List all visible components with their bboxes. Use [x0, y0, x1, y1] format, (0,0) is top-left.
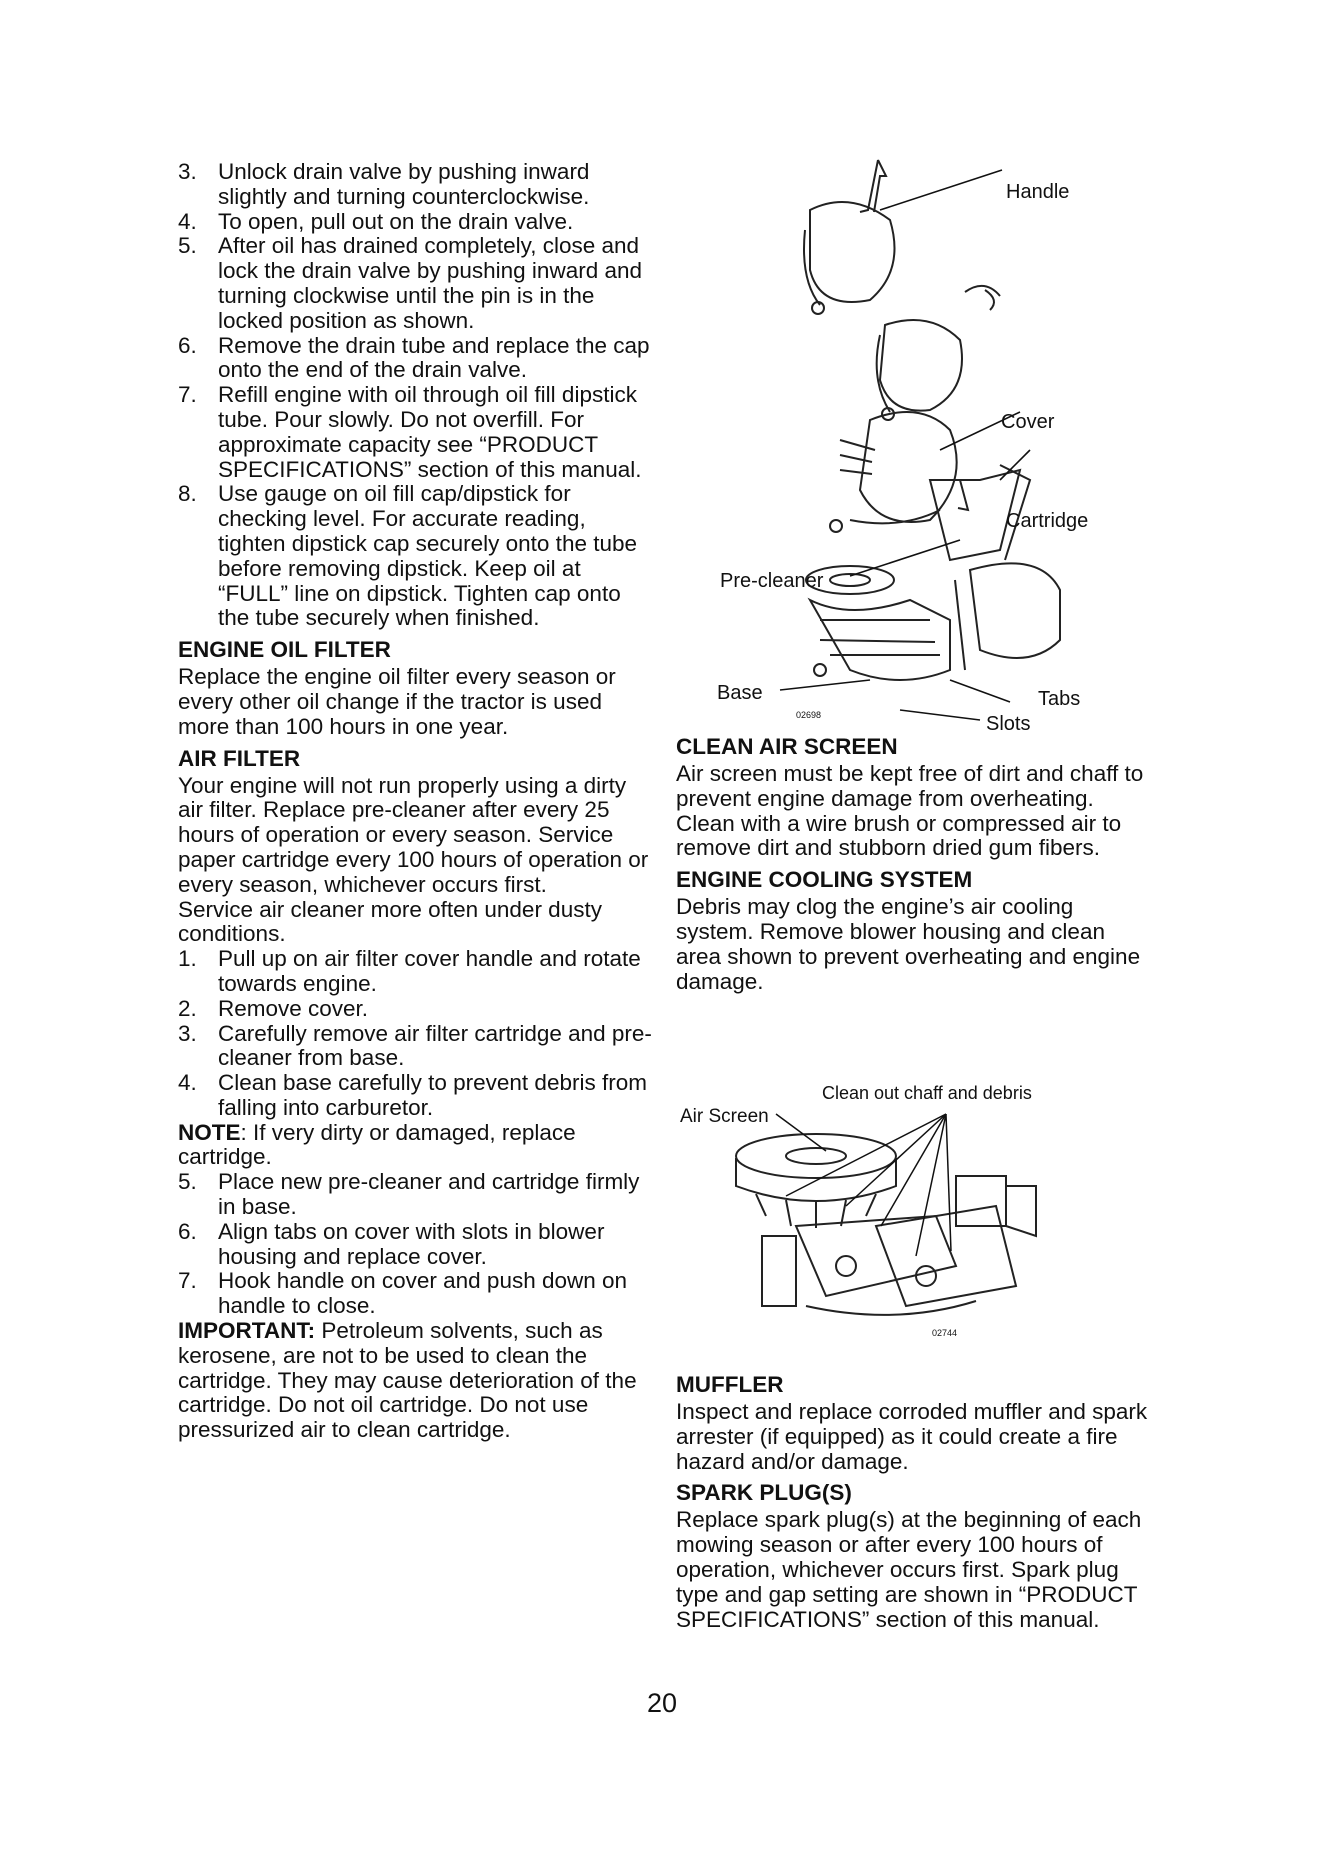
list-item: 5. After oil has drained completely, close and lock the drain valve by pushing inward and turning clockwise until the pin is in the locked position as shown. [178, 233, 643, 333]
base-label: Base [717, 682, 763, 704]
chaff-label: Clean out chaff and debris [822, 1083, 1032, 1103]
cartridge-drawing [830, 412, 1030, 560]
handle-label: Handle [1006, 181, 1070, 203]
engine-cooling-diagram [676, 1076, 1096, 1346]
muffler-text: Inspect and replace corroded muffler and spark arrester (if equipped) as it could create a fire hazard and/or damage. [676, 1399, 1148, 1474]
important-note [178, 1319, 656, 1443]
air-screen-text: Air screen must be kept free of dirt and chaff to prevent engine damage from overheating. Clean with a wire brush or compressed air to remove dirt and stubborn dried gum fibers. [676, 761, 1144, 861]
leader-lines [776, 1114, 951, 1256]
right-column-bottom [676, 1366, 1156, 1632]
oil-filter-text: Replace the engine oil filter every season or every other oil change if the tractor is used more than 100 hours in one year. [178, 664, 616, 739]
air-screen-heading: CLEAN AIR SCREEN [676, 734, 898, 759]
list-item: 8. Use gauge on oil fill cap/dipstick for checking level. For accurate reading, tighten dipstick cap securely onto the tube before removing dipstick. Keep oil at “FULL” line on dipstick. Tighten cap onto the tube securely when finished. [178, 481, 638, 631]
cooling-system-heading: ENGINE COOLING SYSTEM [676, 867, 973, 893]
important-text: Petroleum solvents, such as kerosene, are not to be used to clean the cartridge. They may cause deterioration of the cartridge. Do not oil cartridge. Do not use pressurized air to clean cartridge. [178, 1318, 637, 1443]
right-column-top [676, 728, 1156, 994]
list-item: 4. To open, pull out on the drain valve. [178, 208, 574, 234]
list-item: 3. Unlock drain valve by pushing inward slightly and turning counterclockwise. [178, 159, 590, 209]
leader-lines [780, 170, 1030, 720]
list-item: 7. Hook handle on cover and push down on handle to close. [178, 1268, 628, 1319]
list-item: 6. Remove the drain tube and replace the cap onto the end of the drain valve. [178, 332, 650, 383]
cover-label: Cover [1001, 411, 1055, 433]
page-number: 20 [646, 1688, 678, 1718]
air-filter-steps-continued [178, 1170, 656, 1319]
oil-change-steps [178, 160, 656, 631]
list-item: 5. Place new pre-cleaner and cartridge firmly in base. [178, 1169, 640, 1220]
list-item: 1. Pull up on air filter cover handle and rotate towards engine. [178, 946, 641, 996]
pre-cleaner-label: Pre-cleaner [720, 570, 824, 592]
cooling-system-text: Debris may clog the engine’s air cooling system. Remove blower housing and clean area shown to prevent overheating and engine damage. [676, 894, 1141, 994]
cartridge-label: Cartridge [1006, 510, 1089, 532]
list-item: 7. Refill engine with oil through oil fill dipstick tube. Pour slowly. Do not overfill. For approximate capacity see “PRODUCT SPECIFICATIONS” section of this manual. [178, 382, 642, 482]
note-label: NOTE [178, 1119, 241, 1145]
handle-cover-drawing [804, 160, 1000, 420]
air-filter-diagram [700, 150, 1160, 750]
list-item: 6. Align tabs on cover with slots in blower housing and replace cover. [178, 1218, 605, 1269]
spark-plug-heading: SPARK PLUG(S) [676, 1480, 852, 1506]
muffler-heading: MUFFLER [676, 1372, 784, 1397]
air-filter-dusty-text: Service air cleaner more often under dusty conditions. [178, 896, 602, 947]
spark-plug-text: Replace spark plug(s) at the beginning of each mowing season or after every 100 hours of operation, whichever occurs first. Spark plug type and gap setting are shown in “PRODUCT SPECIFICATIONS” section of this manual. [676, 1507, 1142, 1632]
important-label: IMPORTANT: [178, 1318, 316, 1344]
figure-code: 02698 [796, 710, 822, 720]
air-filter-text: Your engine will not run properly using a dirty air filter. Replace pre-cleaner after every 25 hours of operation or every season. Service paper cartridge every 100 hours of operation or every season, whichever occurs first. [178, 772, 649, 897]
engine-drawing [736, 1134, 1036, 1315]
slots-label: Slots [986, 713, 1031, 735]
note [178, 1121, 656, 1171]
figure-code: 02744 [932, 1328, 958, 1338]
list-item: 2. Remove cover. [178, 995, 369, 1021]
base-drawing [806, 563, 1060, 680]
list-item: 3. Carefully remove air filter cartridge and pre-cleaner from base. [178, 1020, 652, 1071]
oil-filter-heading: ENGINE OIL FILTER [178, 637, 391, 663]
left-column [178, 160, 656, 1443]
air-screen-label: Air Screen [680, 1106, 769, 1127]
tabs-label: Tabs [1038, 688, 1081, 710]
list-item: 4. Clean base carefully to prevent debris from falling into carburetor. [178, 1070, 647, 1120]
air-filter-steps [178, 947, 656, 1121]
air-filter-heading: AIR FILTER [178, 745, 301, 771]
note-text: : If very dirty or damaged, replace cartridge. [178, 1119, 576, 1170]
